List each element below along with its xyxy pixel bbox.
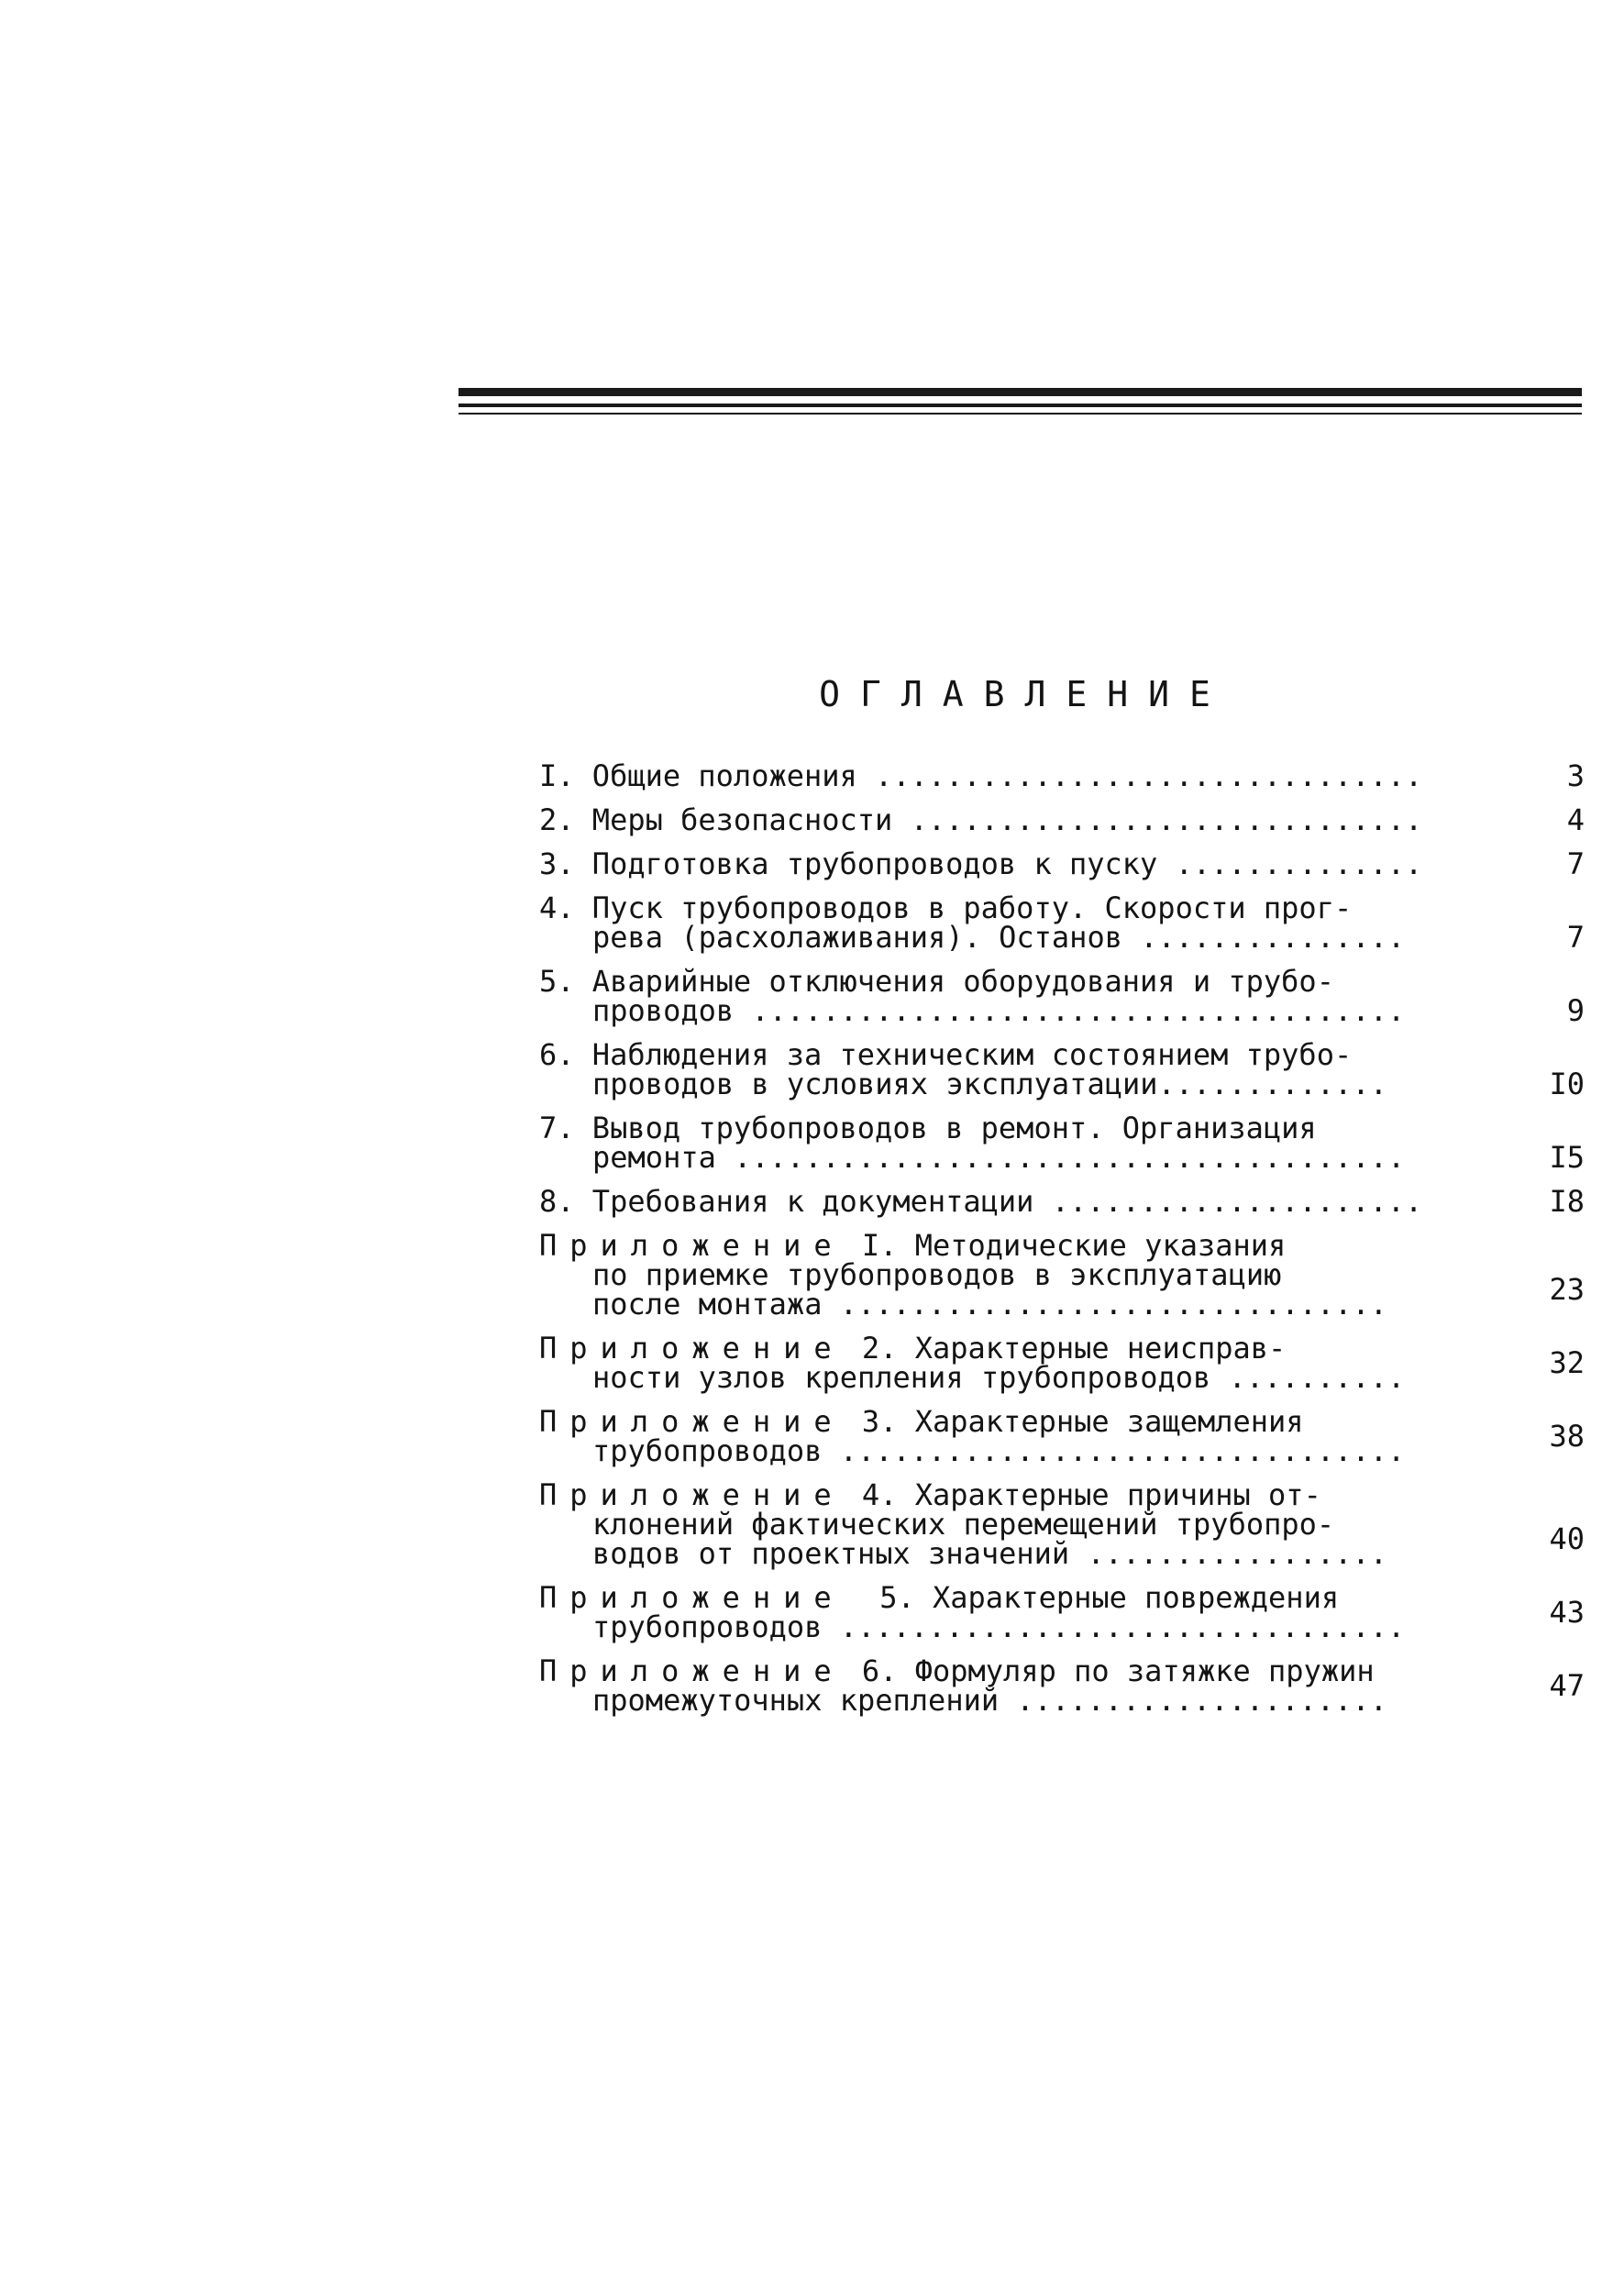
toc-entry-line: [539, 1113, 1456, 1143]
toc-entry: [539, 1037, 1585, 1101]
toc-entry-line-text: 4. Пуск трубопроводов в работу. Скорости прог-: [539, 890, 1353, 925]
toc-entry-line-text: ремонта ......................................: [592, 1140, 1406, 1175]
toc-entry-line-text: по приемке трубопроводов в эксплуатацию: [592, 1257, 1282, 1292]
toc-entry-text: [539, 1404, 1456, 1468]
toc-entry: [539, 964, 1585, 1028]
toc-entry-line-text: 6. Наблюдения за техническим состоянием трубо-: [539, 1037, 1353, 1072]
toc-entry-line-text: трубопроводов ................................: [592, 1433, 1406, 1468]
toc-page-number: I0: [1549, 1067, 1585, 1101]
toc-entry-line-text: промежуточных креплений .....................: [592, 1683, 1387, 1718]
toc-page-number: 7: [1566, 920, 1585, 955]
toc-entry-line: [539, 1609, 1456, 1644]
table-of-contents: [539, 758, 1585, 1730]
toc-entry-line: [539, 1653, 1456, 1688]
toc-entry-line-text: после монтажа ...............................: [592, 1287, 1387, 1321]
toc-entry-text: [539, 1580, 1456, 1644]
toc-entry-line: [539, 993, 1456, 1028]
toc-entry-line: [539, 1580, 1456, 1615]
toc-entry-line-text: 2. Меры безопасности .............................: [539, 802, 1423, 837]
toc-entry-line-text: I. Общие положения ...............................: [539, 758, 1423, 793]
toc-entry-line-text: 3. Характерные защемления: [844, 1404, 1304, 1439]
toc-entry-line: [539, 1069, 1456, 1099]
toc-page-number: 47: [1549, 1668, 1585, 1703]
page-title: ОГЛАВЛЕНИЕ: [819, 674, 1231, 714]
toc-entry-line-text: 3. Подготовка трубопроводов к пуску ..............: [539, 846, 1423, 881]
toc-entry-text: [539, 1653, 1456, 1718]
appendix-label: Приложение: [539, 1331, 845, 1366]
toc-entry-line: [539, 1507, 1456, 1542]
toc-entry-line: [539, 1289, 1456, 1319]
toc-page-number: 7: [1566, 846, 1585, 881]
toc-entry-line: [539, 890, 1456, 925]
toc-entry-line-text: рева (расхолаживания). Останов ...............: [592, 920, 1406, 955]
toc-entry-line: [539, 846, 1456, 881]
toc-entry-line: [539, 1536, 1456, 1571]
toc-entry-line-text: проводов в условиях эксплуатации.............: [592, 1067, 1387, 1101]
toc-entry-text: [539, 1037, 1456, 1101]
toc-page-number: 4: [1566, 802, 1585, 837]
toc-page-number: 43: [1549, 1595, 1585, 1630]
header-rule-medium: [458, 404, 1582, 407]
toc-entry-text: [539, 1331, 1456, 1395]
toc-entry-text: [539, 1184, 1456, 1219]
toc-entry-text: [539, 890, 1456, 955]
toc-entry-line: [539, 758, 1456, 793]
toc-entry-line: [539, 1184, 1456, 1219]
toc-entry-text: [539, 758, 1456, 793]
toc-entry-line-text: 7. Вывод трубопроводов в ремонт. Организация: [539, 1111, 1317, 1145]
toc-entry-line: [539, 1228, 1456, 1263]
toc-entry: [539, 1184, 1585, 1219]
toc-entry-text: [539, 846, 1456, 881]
header-rule-thin: [458, 413, 1582, 415]
appendix-label: Приложение: [539, 1477, 845, 1512]
toc-page-number: I5: [1549, 1140, 1585, 1175]
toc-page-number: I8: [1549, 1184, 1585, 1219]
toc-entry-line-text: 5. Аварийные отключения оборудования и трубо-: [539, 964, 1334, 999]
toc-entry: [539, 758, 1585, 793]
toc-entry-line: [539, 964, 1456, 999]
toc-entry: [539, 1477, 1585, 1571]
toc-entry: [539, 846, 1585, 881]
toc-entry-line-text: проводов .....................................: [592, 993, 1406, 1028]
toc-entry-line-text: клонений фактических перемещений трубопро-: [592, 1507, 1335, 1542]
toc-page-number: 32: [1549, 1345, 1585, 1380]
toc-entry-line: [539, 1360, 1456, 1395]
toc-entry-line: [539, 1257, 1456, 1292]
toc-entry-line-text: 6. Формуляр по затяжке пружин: [844, 1653, 1375, 1688]
toc-entry-line-text: 8. Требования к документации .....................: [539, 1184, 1423, 1219]
toc-entry-line-text: 4. Характерные причины от-: [844, 1477, 1321, 1512]
toc-entry-line-text: трубопроводов ................................: [592, 1609, 1406, 1644]
toc-entry-line: [539, 1433, 1456, 1468]
toc-page-number: 23: [1549, 1272, 1585, 1307]
toc-entry: [539, 890, 1585, 955]
toc-entry-text: [539, 1228, 1456, 1321]
toc-entry-line: [539, 1037, 1456, 1072]
appendix-label: Приложение: [539, 1228, 845, 1263]
toc-entry: [539, 1653, 1585, 1718]
appendix-label: Приложение: [539, 1580, 845, 1615]
toc-entry-line-text: водов от проектных значений .................: [592, 1536, 1387, 1571]
toc-entry-line-text: ности узлов крепления трубопроводов ..........: [592, 1360, 1406, 1395]
toc-entry-line: [539, 920, 1456, 955]
toc-entry-line: [539, 1683, 1456, 1718]
toc-entry-text: [539, 964, 1456, 1028]
toc-page-number: 40: [1549, 1521, 1585, 1556]
toc-entry: [539, 1580, 1585, 1644]
toc-entry-line-text: 2. Характерные неисправ-: [844, 1331, 1287, 1366]
toc-page-number: 38: [1549, 1419, 1585, 1454]
toc-entry-line-text: I. Методические указания: [844, 1228, 1287, 1263]
toc-entry-line: [539, 802, 1456, 837]
appendix-label: Приложение: [539, 1404, 845, 1439]
toc-entry: [539, 802, 1585, 837]
toc-entry-line: [539, 1331, 1456, 1366]
toc-page-number: 3: [1566, 758, 1585, 793]
toc-entry-line: [539, 1140, 1456, 1175]
toc-entry: [539, 1111, 1585, 1175]
header-rule-thick: [458, 388, 1582, 396]
toc-page-number: 9: [1566, 993, 1585, 1028]
toc-entry: [539, 1331, 1585, 1395]
toc-entry-line: [539, 1477, 1456, 1512]
appendix-label: Приложение: [539, 1653, 845, 1688]
toc-entry-text: [539, 802, 1456, 837]
toc-entry-text: [539, 1111, 1456, 1175]
toc-entry-line: [539, 1404, 1456, 1439]
toc-entry: [539, 1228, 1585, 1321]
toc-entry-line-text: 5. Характерные повреждения: [844, 1580, 1340, 1615]
toc-entry: [539, 1404, 1585, 1468]
toc-entry-text: [539, 1477, 1456, 1571]
